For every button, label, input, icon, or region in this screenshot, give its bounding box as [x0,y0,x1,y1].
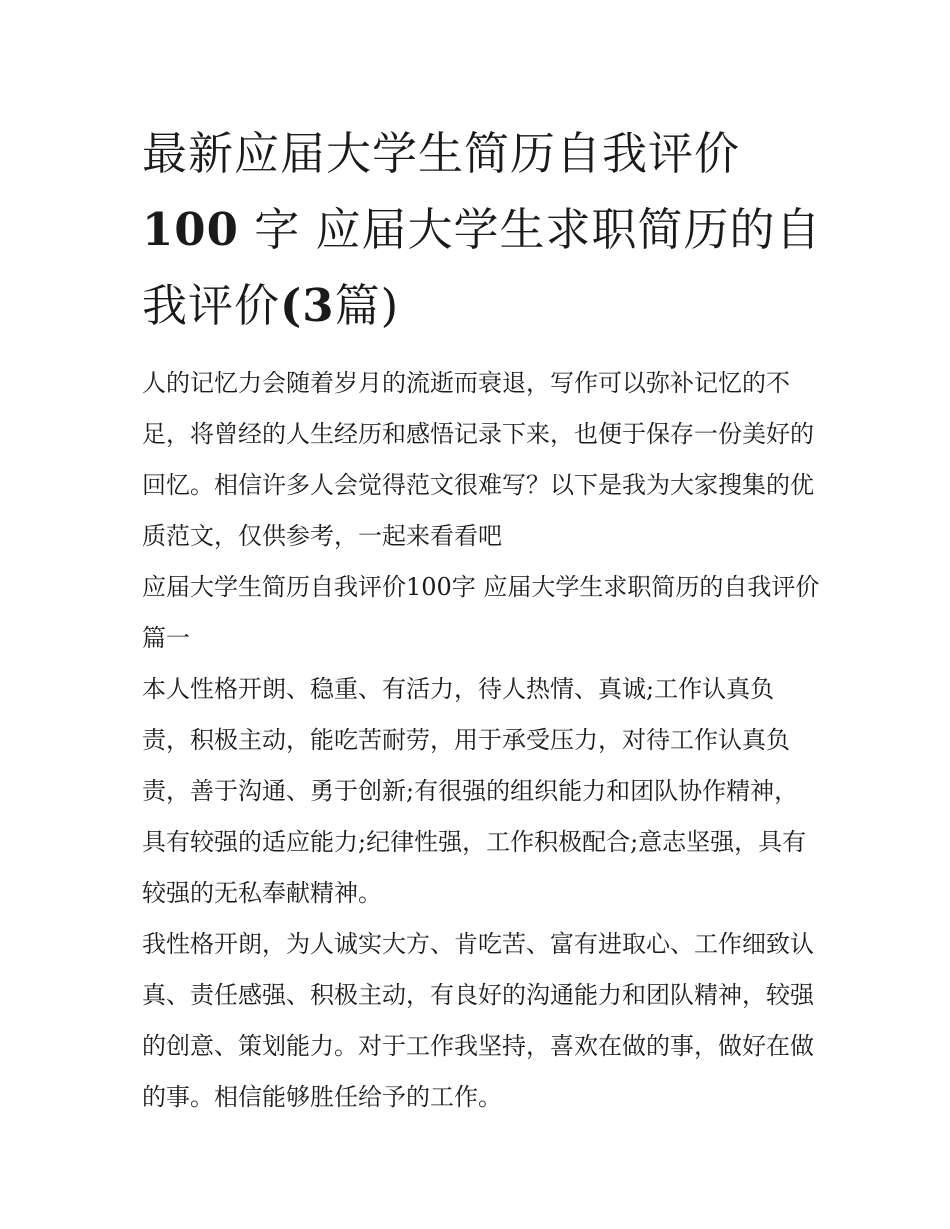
title-part-1: 最新应届大学生简历自我评价 [142,127,741,180]
paragraph-2: 我性格开朗，为人诚实大方、肯吃苦、富有进取心、工作细致认真、责任感强、积极主动，有良好的沟通能力和团队精神，较强的创意、策划能力。对于工作我坚持，喜欢在做的事，做好在做的事。相信能够胜任给予的工作。 [142,930,814,1111]
title-part-2: 字 应届大学生求职简历的自我评价 [142,203,822,332]
document-page [142,116,822,1123]
intro-paragraph: 人的记忆力会随着岁月的流逝而衰退，写作可以弥补记忆的不足，将曾经的人生经历和感悟记录下来，也便于保存一份美好的回忆。相信许多人会觉得范文很难写？以下是我为大家搜集的优质范文，仅供参考，一起来看看吧 [142,369,814,550]
section-heading: 应届大学生简历自我评价100字 应届大学生求职简历的自我评价篇一 [142,573,820,652]
paragraph-1: 本人性格开朗、稳重、有活力，待人热情、真诚;工作认真负责，积极主动，能吃苦耐劳，用于承受压力，对待工作认真负责，善于沟通、勇于创新;有很强的组织能力和团队协作精神，具有较强的适应能力;纪律性强，工作积极配合;意志坚强，具有较强的无私奉献精神。 [142,675,807,907]
title-part-3: 篇) [334,279,400,332]
title-paren-number: (3 [280,279,335,332]
title-number: 100 [142,203,239,256]
document-body [142,358,822,1123]
document-title [142,116,822,344]
